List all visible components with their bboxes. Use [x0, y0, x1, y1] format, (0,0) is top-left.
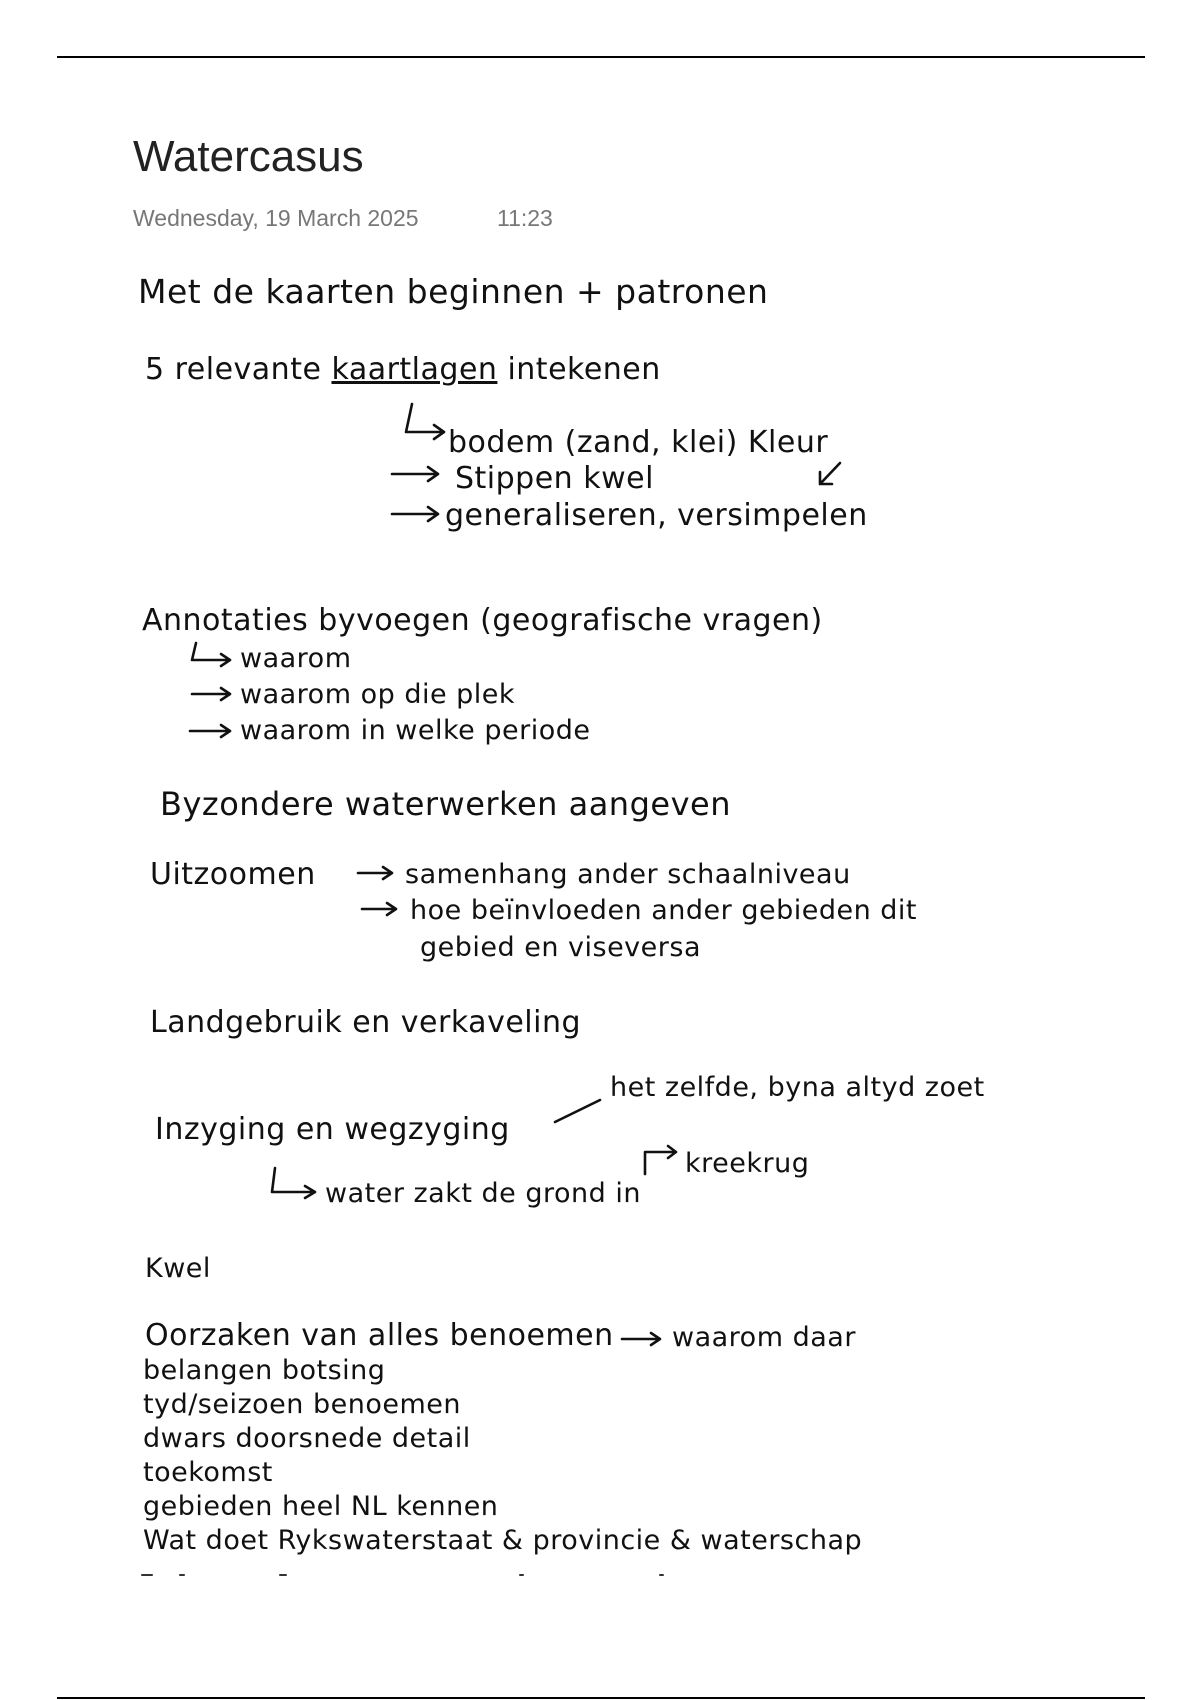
note-line: Stippen kwel [455, 461, 654, 496]
note-line: belangen botsing [143, 1355, 386, 1386]
note-line: Annotaties byvoegen (geografische vragen) [142, 603, 823, 638]
right-arrow-icon [392, 467, 438, 481]
corner-arrow-icon [406, 404, 444, 439]
note-line: water zakt de grond in [325, 1178, 641, 1209]
note-line: generaliseren, versimpelen [445, 498, 868, 533]
note-line: waarom op die plek [240, 679, 516, 710]
connector-line [555, 1100, 600, 1122]
down-left-arrow-icon [820, 463, 840, 484]
corner-arrow-icon [272, 1168, 315, 1198]
note-line [145, 352, 661, 387]
note-line: waarom [240, 643, 352, 674]
note-line: tyd/seizoen benoemen [143, 1389, 461, 1420]
top-rule [57, 56, 1145, 58]
note-line: kreekrug [685, 1148, 810, 1179]
note-line: het zelfde, byna altyd zoet [610, 1072, 985, 1103]
right-arrow-icon [622, 1333, 660, 1345]
corner-arrow-icon [192, 643, 230, 666]
note-line: toekomst [143, 1457, 273, 1488]
bottom-rule [57, 1697, 1145, 1699]
corner-arrow-icon [645, 1146, 676, 1174]
note-underlined-text: kaartlagen [331, 352, 498, 387]
right-arrow-icon [358, 867, 392, 879]
note-line: Inzyging en wegzyging [155, 1112, 510, 1147]
right-arrow-icon [190, 725, 230, 737]
note-line: Wat doet Rykswaterstaat & provincie & waterschap [143, 1525, 863, 1556]
note-line: gebied en viseversa [420, 932, 701, 963]
right-arrow-icon [392, 507, 438, 521]
note-line: dwars doorsnede detail [143, 1423, 471, 1454]
note-line: Byzondere waterwerken aangeven [160, 785, 731, 823]
note-line: Uitzoomen [150, 857, 316, 892]
note-line: hoe beïnvloeden ander gebieden dit [410, 895, 918, 926]
note-line: Kwel [145, 1253, 211, 1284]
page-date: Wednesday, 19 March 2025 [133, 205, 419, 231]
cut-off-ink-traces [140, 1572, 740, 1578]
note-text: intekenen [497, 352, 661, 387]
note-line: gebieden heel NL kennen [143, 1491, 499, 1522]
note-line: waarom in welke periode [240, 715, 591, 746]
note-line: Met de kaarten beginnen + patronen [138, 272, 769, 311]
note-text: 5 relevante [145, 352, 332, 387]
note-line: Oorzaken van alles benoemen [145, 1318, 614, 1353]
right-arrow-icon [362, 903, 396, 915]
note-line: bodem (zand, klei) Kleur [448, 425, 829, 460]
page-title: Watercasus [133, 132, 364, 181]
page-time: 11:23 [497, 205, 553, 231]
note-line: samenhang ander schaalniveau [405, 859, 851, 890]
right-arrow-icon [192, 688, 230, 700]
note-line: Landgebruik en verkaveling [150, 1005, 582, 1040]
note-line: waarom daar [672, 1322, 856, 1353]
